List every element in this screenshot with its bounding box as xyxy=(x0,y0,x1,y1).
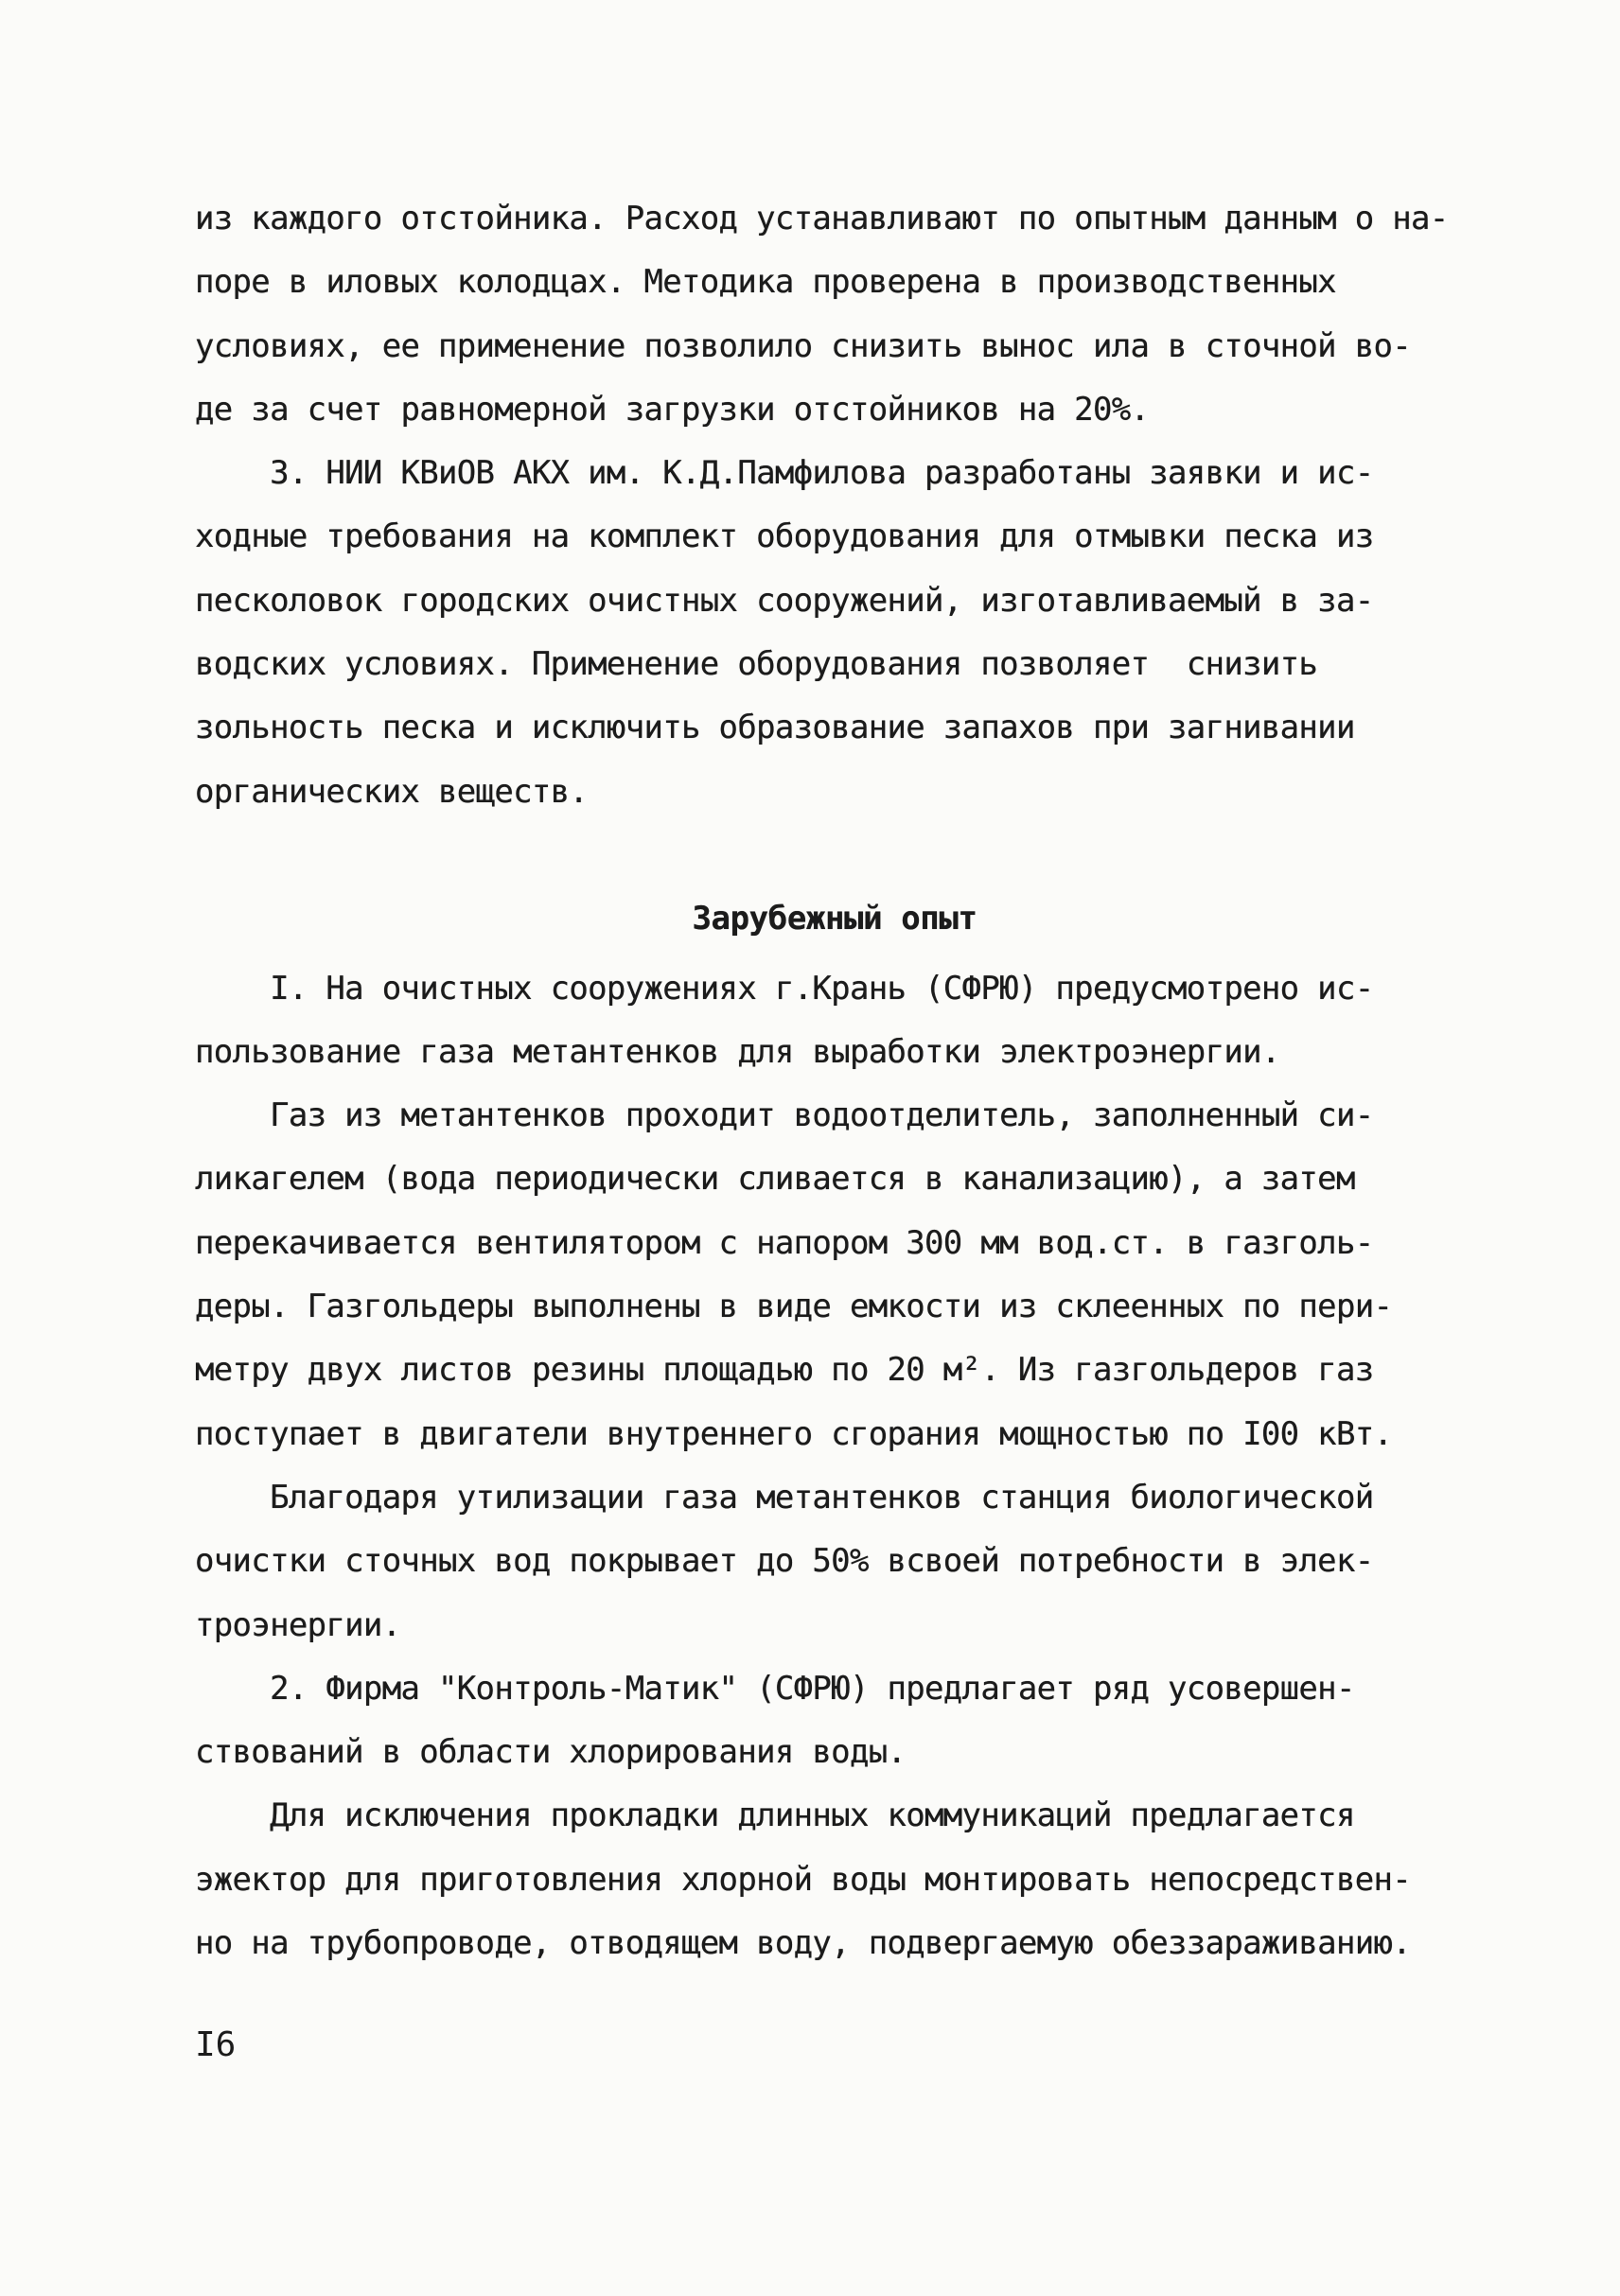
spacer xyxy=(195,824,1474,887)
text-line: из каждого отстойника. Расход устанавливают по опытным данным о на- xyxy=(195,200,1449,237)
text-line: эжектор для приготовления хлорной воды монтировать непосредствен- xyxy=(195,1860,1412,1899)
text-line: ликагелем (вода периодически сливается в канализацию), а затем xyxy=(195,1160,1355,1199)
text-line: метру двух листов резины площадью по 20 м². Из газгольдеров газ xyxy=(195,1351,1374,1390)
document-body xyxy=(195,187,1474,1975)
section-heading: Зарубежный опыт xyxy=(692,900,977,938)
text-line: очистки сточных вод покрывает до 50% всвоей потребности в элек- xyxy=(195,1542,1374,1581)
paragraph-gas-holders xyxy=(195,1084,1474,1466)
text-line: условиях, ее применение позволило снизить вынос ила в сточной во- xyxy=(195,326,1412,365)
paragraph-sand-washing-equipment xyxy=(195,442,1474,824)
text-line: органических веществ. xyxy=(195,772,589,811)
text-line: зольность песка и исключить образование запахов при загнивании xyxy=(195,709,1355,747)
text-line: троэнергии. xyxy=(195,1605,401,1644)
paragraph-energy-savings xyxy=(195,1466,1474,1657)
paragraph-kranj-gas-usage xyxy=(195,957,1474,1085)
text-line: 2. Фирма "Контроль-Матик" (СФРЮ) предлагает ряд усовершен- xyxy=(195,1669,1355,1708)
text-line: деры. Газгольдеры выполнены в виде емкости из склеенных по пери- xyxy=(195,1288,1393,1326)
text-line: Для исключения прокладки длинных коммуникаций предлагается xyxy=(195,1796,1355,1835)
text-line: пользование газа метантенков для выработки электроэнергии. xyxy=(195,1032,1280,1071)
text-line: песколовок городских очистных сооружений, изготавливаемый в за- xyxy=(195,581,1374,620)
text-line: 3. НИИ КВиОВ АКХ им. К.Д.Памфилова разработаны заявки и ис- xyxy=(195,454,1374,493)
text-line: ходные требования на комплект оборудования для отмывки песка из xyxy=(195,517,1374,556)
text-line: но на трубопроводе, отводящем воду, подвергаемую обеззараживанию. xyxy=(195,1924,1412,1963)
text-line: поступает в двигатели внутреннего сгорания мощностью по I00 кВт. xyxy=(195,1414,1393,1453)
page-number: I6 xyxy=(195,2025,237,2064)
text-line: водских условиях. Применение оборудования позволяет снизить xyxy=(195,645,1318,684)
paragraph-sludge-discharge xyxy=(195,187,1474,442)
text-line: I. На очистных сооружениях г.Крань (СФРЮ) предусмотрено ис- xyxy=(195,969,1374,1008)
text-line: Газ из метантенков проходит водоотделитель, заполненный си- xyxy=(195,1096,1374,1135)
text-line: Благодаря утилизации газа метантенков станция биологической xyxy=(195,1478,1374,1516)
text-line: перекачивается вентилятором с напором 300 мм вод.ст. в газголь- xyxy=(195,1223,1374,1262)
paragraph-ejector xyxy=(195,1784,1474,1975)
text-line: поре в иловых колодцах. Методика проверена в производственных xyxy=(195,263,1336,302)
paragraph-kontrol-matik xyxy=(195,1657,1474,1785)
text-line: де за счет равномерной загрузки отстойников на 20%. xyxy=(195,390,1150,429)
text-line: ствований в области хлорирования воды. xyxy=(195,1733,907,1772)
